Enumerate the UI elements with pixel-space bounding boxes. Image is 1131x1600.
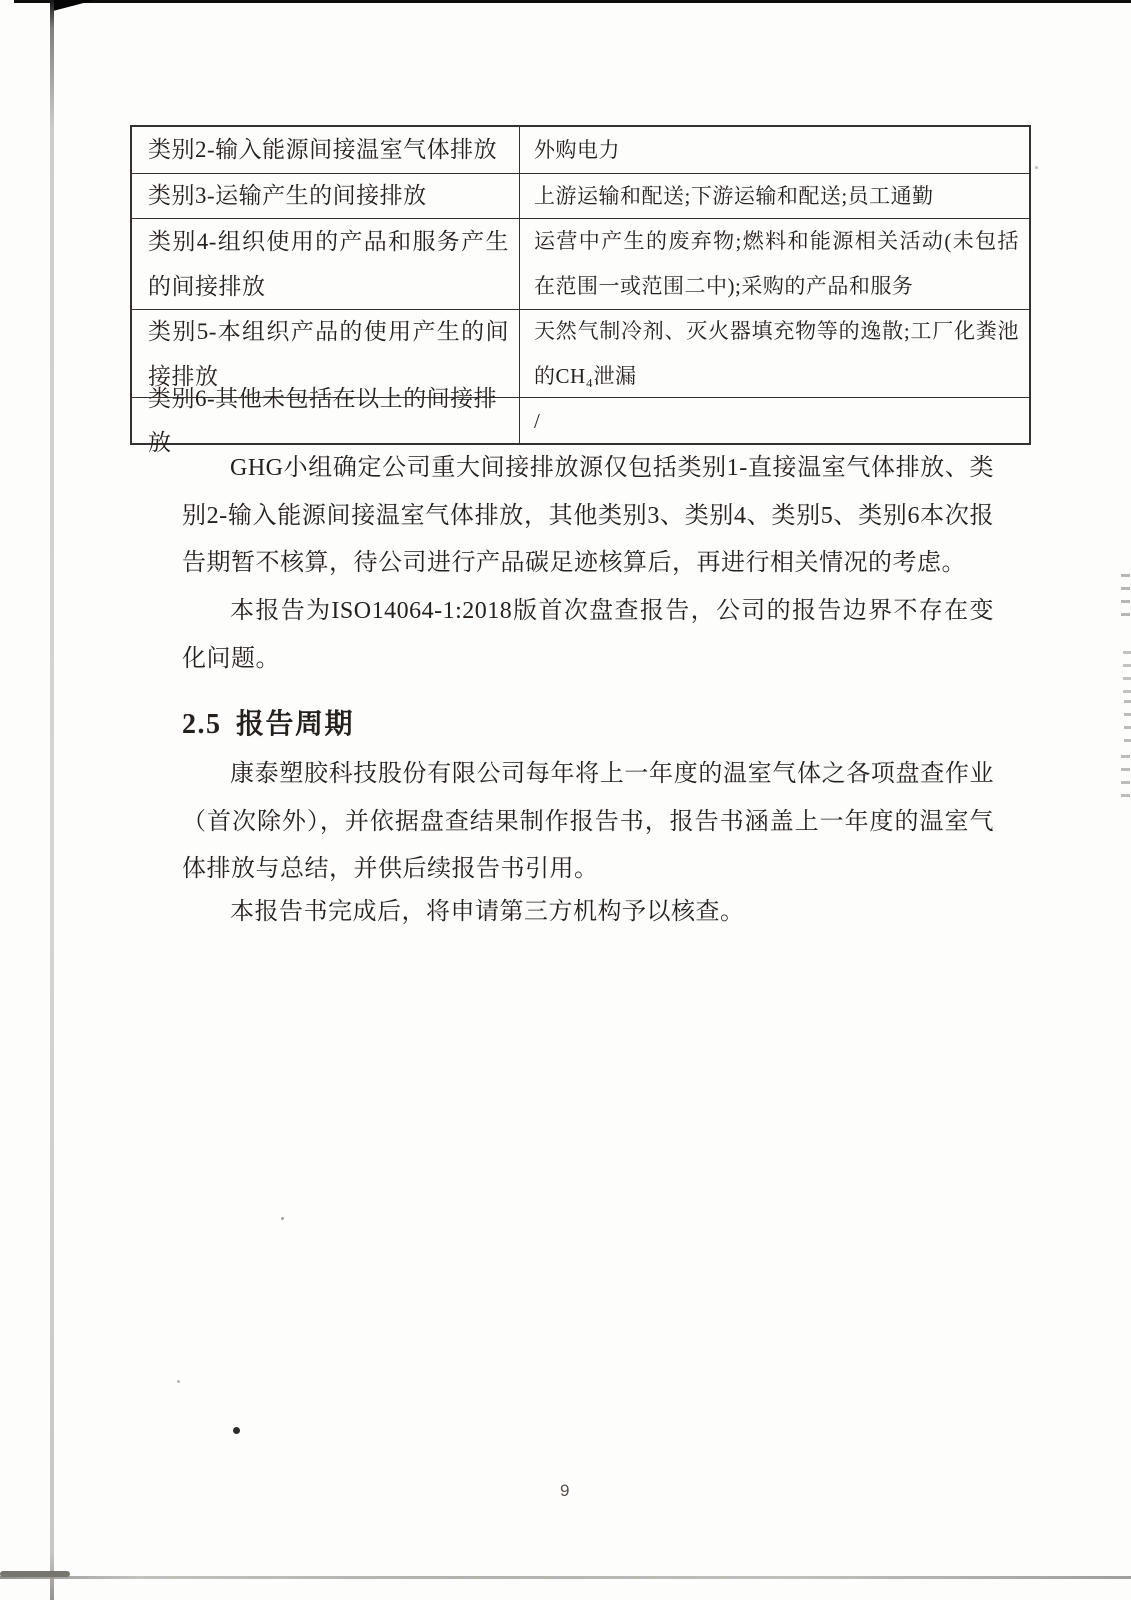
bleed-through-mark [1123,651,1131,697]
table-row [132,219,1029,310]
sources-cell [520,174,1029,218]
ghg-categories-table [130,125,1031,455]
sources-text: 上游运输和配送;下游运输和配送;员工通勤 [534,184,934,208]
sources-text: / [534,408,541,433]
category-label: 类别3-运输产生的间接排放 [148,183,427,208]
paragraph-reporting-cycle: 康泰塑胶科技股份有限公司每年将上一年度的温室气体之各项盘查作业（首次除外），并依据盘查结果制作报告书，报告书涵盖上一年度的温室气体排放与总结，并供后续报告书引用。 [182,761,994,883]
corner-wedge-scan-artifact [53,0,95,11]
bleed-through-mark [1121,574,1130,618]
bleed-through-mark [1121,755,1130,805]
sources-text: 运营中产生的废弃物;燃料和能源相关活动(未包括在范围一或范围二中);采购的产品和服务 [534,229,1019,298]
page-number: 9 [560,1481,570,1500]
section-heading-reporting-cycle: 2.5 报告周期 [182,709,355,740]
table-row [132,385,1029,455]
ink-speck [233,1427,240,1434]
category-cell [132,174,520,218]
category-label: 类别2-输入能源间接温室气体排放 [148,137,498,162]
sources-cell [520,310,1029,397]
sources-text: 外购电力 [534,138,620,162]
sources-text: 天然气制冷剂、灭火器填充物等的逸散;工厂化粪池的CH₄泄漏 [534,318,1019,388]
paragraph-third-party-verification: 本报告书完成后，将申请第三方机构予以核查。 [230,899,745,925]
page-fold-line [50,0,54,1600]
category-cell [132,219,520,309]
sources-cell [520,398,1029,443]
category-cell [132,127,520,173]
ink-speck [1035,166,1038,169]
category-label: 类别5-本组织产品的使用产生的间接排放 [148,318,509,389]
sources-cell [520,219,1029,309]
bottom-edge-scan-artifact [0,1576,1131,1579]
table-row [132,174,1029,219]
bottom-edge-scan-artifact [0,1571,70,1577]
ink-speck [281,1217,284,1220]
category-label: 类别6-其他未包括在以上的间接排放 [148,385,498,455]
top-edge-scan-artifact [14,0,1131,3]
ink-speck [177,1380,180,1383]
category-cell [132,385,520,455]
table-row [132,127,1029,174]
paragraph-ghg-scope-determination: GHG小组确定公司重大间接排放源仅包括类别1-直接温室气体排放、类别2-输入能源间接温室气体排放，其他类别3、类别4、类别5、类别6本次报告期暂不核算，待公司进行产品碳足迹核算后，再进行相关情况的考虑。 [182,455,994,577]
paragraph-report-version: 本报告为ISO14064-1:2018版首次盘查报告，公司的报告边界不存在变化问题。 [182,598,994,672]
bleed-through-mark [1124,700,1131,748]
category-label: 类别4-组织使用的产品和服务产生的间接排放 [148,229,509,299]
sources-cell [520,127,1029,173]
